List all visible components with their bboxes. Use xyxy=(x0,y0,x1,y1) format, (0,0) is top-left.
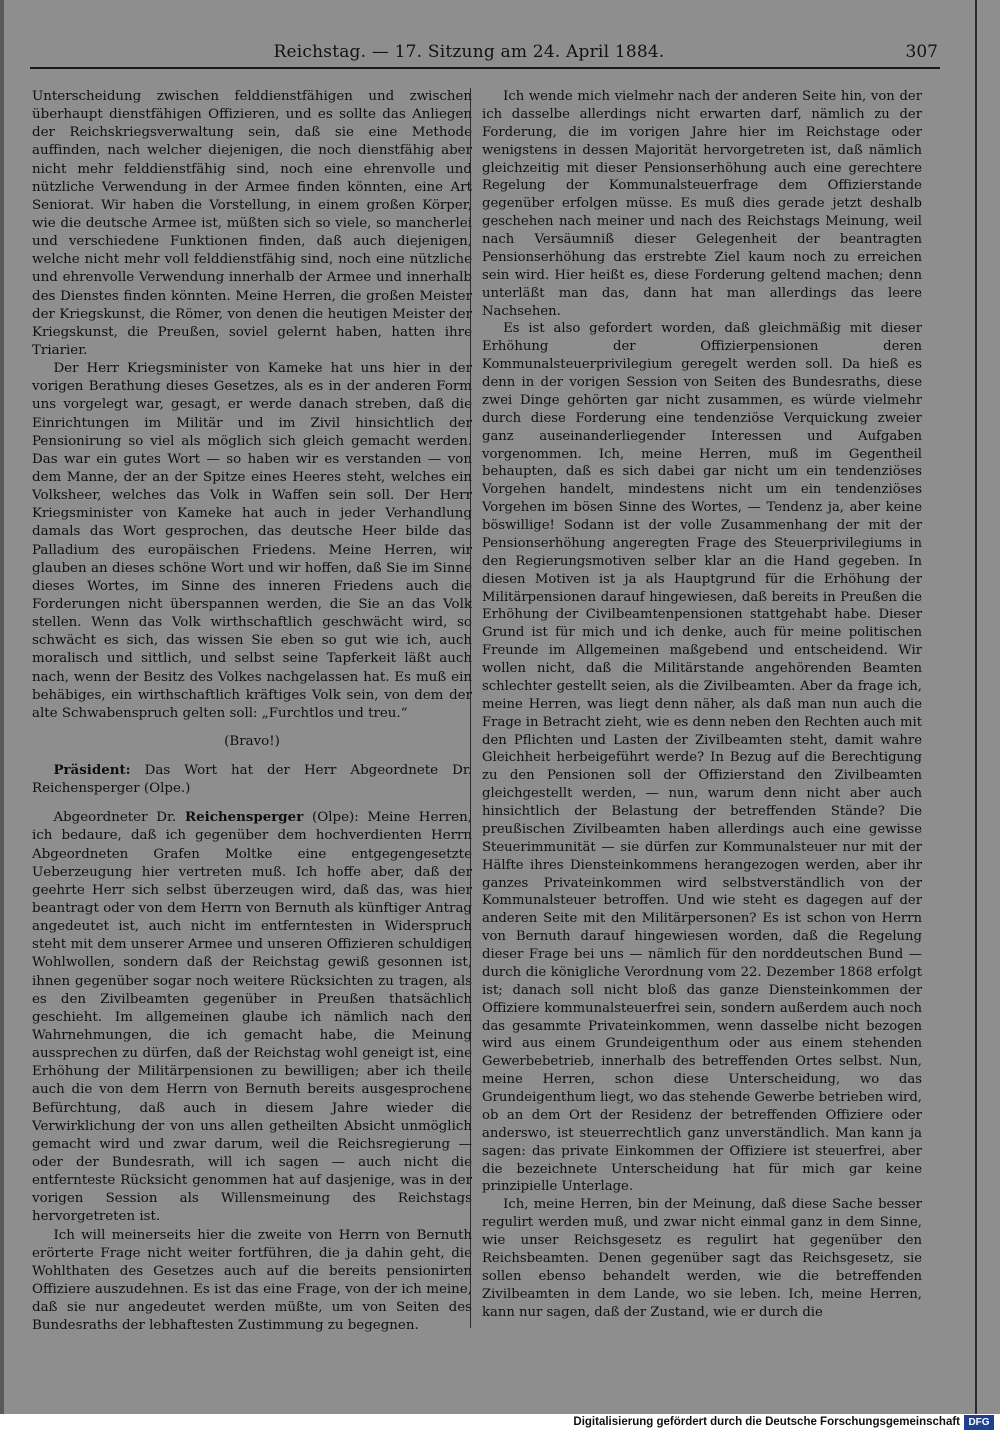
page-right-border xyxy=(975,0,977,1414)
page-left-edge xyxy=(0,0,4,1414)
header-rule xyxy=(30,67,940,69)
left-paragraph-4: Ich will meinerseits hier die zweite von Herrn von Bernuth erörterte Frage nicht weiter fortführen, die ja dahin geht, die Wohlthaten des Gesetzes auch auf die bereits pensionirten Offiziere auszudehnen. Es ist das eine Frage, von der ich meine, daß sie nur angedeutet werden müßte, um von Seiten des Bundesraths der lebhaftesten Zustimmung zu begegnen. xyxy=(32,1227,472,1334)
right-paragraph-1: Ich wende mich vielmehr nach der anderen Seite hin, von der ich dasselbe allerdings nicht erwarten darf, nämlich zu der Forderung, die im vorigen Jahre hier im Reichstage oder wenigstens in dessen Majorität hervorgetreten ist, daß nämlich gleichzeitig mit dieser Pensionserhöhung auch eine gerechtere Regelung der Kommunalsteuerfrage dem Offizierstande gegenüber erfolgen müsse. Es muß dies gerade jetzt deshalb geschehen nach meiner und nach des Reichstags Meinung, weil nach Versäumniß dieser Gelegenheit der beantragten Pensionserhöhung das erstrebte Ziel kaum noch zu erreichen sein wird. Hier heißt es, diese Forderung geltend machen; denn unterläßt man das, dann hat man allerdings das leere Nachsehen. xyxy=(482,89,922,319)
left-column xyxy=(32,88,472,1335)
dfg-logo: DFG xyxy=(964,1415,994,1430)
speaker-prefix: Abgeordneter Dr. xyxy=(53,810,177,826)
applause-note: (Bravo!) xyxy=(224,733,280,749)
left-paragraph-1: Unterscheidung zwischen felddienstfähigen und zwischen überhaupt dienstfähigen Offizieren, und es sollte das Anliegen der Reichskriegsverwaltung sein, daß sie eine Methode auffinden, nach welcher diejenigen, die noch dienstfähig aber nicht mehr felddienstfähig sind, noch eine ehrenvolle und nützliche Verwendung in der Armee finden könnten, eine Art Seniorat. Wir haben die Vorstellung, in einem großen Körper, wie die deutsche Armee ist, müßten sich so viele, so mancherlei und verschiedene Funktionen finden, daß auch diejenigen, welche nicht mehr voll felddienstfähig sind, noch eine nützliche und ehrenvolle Verwendung innerhalb der Armee und innerhalb des Dienstes finden könnten. Meine Herren, die großen Meister der Kriegskunst, die Römer, von denen die heutigen Meister der Kriegskunst, die Preußen, soviel gelernt haben, hatten ihre Triarier. xyxy=(32,89,472,358)
funding-credit: Digitalisierung gefördert durch die Deutsche Forschungsgemeinschaft xyxy=(573,1416,960,1428)
page-header xyxy=(30,38,938,78)
president-label: Präsident: xyxy=(53,762,131,779)
right-paragraph-3: Ich, meine Herren, bin der Meinung, daß diese Sache besser regulirt werden muß, und zwar nicht einmal ganz in dem Sinne, wie unser Reichsgesetz es regulirt hat gegenüber den Reichsbeamten. Denen gegenüber sagt das Reichsgesetz, sie sollen ebenso behandelt werden, wie die betreffenden Zivilbeamten in dem Lande, wo sie leben. Ich, meine Herren, kann nur sagen, daß der Zustand, wie er durch die xyxy=(482,1197,922,1320)
speaker-text: (Olpe): Meine Herren, ich bedaure, daß ich gegenüber dem hochverdienten Herrn Abgeordneten Grafen Moltke eine entgegengesetzte Ueberzeugung hier vertreten muß. Ich hoffe aber, daß der geehrte Herr sich selbst überzeugen wird, daß das, was hier beantragt oder von dem Herrn von Bernuth als künftiger Antrag angedeutet ist, auch nicht im entferntesten in Widerspruch steht mit dem unserer Armee und unseren Offizieren schuldigen Wohlwollen, sondern daß der Reichstag gewiß gesonnen ist, ihnen gegenüber sogar noch weitere Rücksichten zu tragen, als es den Zivilbeamten gegenüber in Preußen thatsächlich geschieht. Im allgemeinen glaube ich nämlich nach den Wahrnehmungen, die ich gemacht habe, die Meinung aussprechen zu dürfen, daß der Reichstag wohl geneigt ist, eine Erhöhung der Militärpensionen zu bewilligen; aber ich theile auch die von dem Herrn von Bernuth bereits ausgesprochene Befürchtung, daß auch in diesem Jahre wieder die Verwirklichung der von uns allen getheilten Absicht unmöglich gemacht wird und zwar darum, weil die Reichsregierung — oder der Bundesrath, will ich sagen — auch nicht die entfernteste Rücksicht genommen hat auf dasjenige, was in der vorigen Session als Willensmeinung des Reichstags hervorgetreten ist. xyxy=(32,810,472,1225)
speaker-paragraph xyxy=(32,808,472,1226)
president-statement xyxy=(32,761,472,798)
speaker-name: Reichensperger xyxy=(184,809,304,826)
running-title: Reichstag. — 17. Sitzung am 24. April 1884. xyxy=(273,42,665,62)
right-paragraph-2: Es ist also gefordert worden, daß gleichmäßig mit dieser Erhöhung der Offizierpensionen deren Kommunalsteuerprivilegium geregelt werden soll. Da hieß es denn in der vorigen Session von Seiten des Bundesraths, diese zwei Dinge gehörten gar nicht zusammen, es würde vielmehr durch diese Forderung eine tendenziöse Verquickung zweier ganz auseinanderliegender Interessen und Aufgaben vorgenommen. Ich, meine Herren, muß im Gegentheil behaupten, daß es sich dabei gar nicht um ein tendenziöses Vorgehen handelt, mindestens nicht um ein tendenziöses Vorgehen im bösen Sinne des Wortes, — Tendenz ja, aber keine böswillige! Sodann ist der volle Zusammenhang der mit der Pensionserhöhung angeregten Frage des Steuerprivilegiums in den Regierungsmotiven selber klar an die Hand gegeben. In diesen Motiven ist ja als Hauptgrund für die Erhöhung der Militärpensionen darauf hingewiesen, daß bereits in Preußen die Erhöhung der Civilbeamtenpensionen stattgehabt habe. Dieser Grund ist für mich und ich denke, auch für meine politischen Freunde im Allgemeinen maßgebend und entscheidend. Wir wollen nicht, daß die Militärstande angehörenden Beamten schlechter gestellt seien, als die Zivilbeamten. Aber da frage ich, meine Herren, was liegt denn näher, als daß man nun auch die Frage in Betracht zieht, wie es denn neben den Rechten auch mit den Pflichten und Lasten der Zivilbeamten steht, damit wahre Gleichheit herbeigeführt werde? In Bezug auf die Berechtigung zu den Pensionen soll der Offizierstand den Zivilbeamten gleichgestellt werden, — nun, warum denn nicht aber auch hinsichtlich der Belastung der betreffenden Stände? Die preußischen Zivilbeamten haben allerdings auch eine gewisse Steuerimmunität — sie dürfen zur Kommunalsteuer nur mit der Hälfte ihres Diensteinkommens herangezogen werden, aber ihr ganzes Privateinkommen wird selbstverständlich von der Kommunalsteuer betroffen. Und wie steht es dagegen auf der anderen Seite mit den Militärpersonen? Es ist schon von Herrn von Bernuth darauf hingewiesen worden, daß die Regelung dieser Frage bei uns — nämlich für den norddeutschen Bund — durch die königliche Verordnung vom 22. Dezember 1868 erfolgt ist; danach soll nicht bloß das ganze Diensteinkommen der Offiziere kommunalsteuerfrei sein, sondern außerdem auch noch das gesammte Privateinkommen, wenn dasselbe nicht bezogen wird aus einem Grundeigenthum oder aus einem stehenden Gewerbebetrieb, innerhalb des betreffenden Ortes selbst. Nun, meine Herren, schon diese Unterscheidung, wo das Grundeigenthum liegt, wo das stehende Gewerbe betrieben wird, ob an dem Ort der Residenz der betreffenden Offiziere oder anderswo, ist steuerrechtlich ganz unverständlich. Man kann ja sagen: das private Einkommen der Offiziere ist steuerfrei, aber die bezeichnete Unterscheidung hat für mich gar keine prinzipielle Unterlage. xyxy=(482,321,922,1195)
president-text: Das Wort hat der Herr Abgeordnete Dr. Reichensperger (Olpe.) xyxy=(32,763,473,797)
left-paragraph-2: Der Herr Kriegsminister von Kameke hat uns hier in der vorigen Berathung dieses Gesetzes, als es in der anderen Form uns vorgelegt war, gesagt, er werde danach streben, daß die Einrichtungen im Militär und im Zivil hinsichtlich der Pensionirung so viel als möglich sich gleich gemacht werden. Das war ein gutes Wort — so haben wir es verstanden — von dem Manne, der an der Spitze eines Heeres steht, welches ein Volksheer, welches das Volk in Waffen sein soll. Der Herr Kriegsminister von Kameke hat auch in jeder Verhandlung damals das Wort gesprochen, das deutsche Heer bilde das Palladium des europäischen Friedens. Meine Herren, wir glauben an dieses schöne Wort und wir hoffen, daß Sie im Sinne dieses Wortes, im Sinne des inneren Friedens auch die Forderungen nicht überspannen werden, die Sie an das Volk stellen. Wenn das Volk wirthschaftlich geschwächt wird, so schwächt es sich, das wissen Sie eben so gut wie ich, auch moralisch und sittlich, und selbst seine Tapferkeit läßt auch nach, wenn der Besitz des Volkes nachgelassen hat. Es muß ein behäbiges, ein wirthschaftlich kräftiges Volk sein, von dem der alte Schwabenspruch gelten soll: „Furchtlos und treu.“ xyxy=(32,361,472,721)
column-divider xyxy=(470,88,471,1328)
page-number: 307 xyxy=(905,42,938,62)
footer-bar xyxy=(0,1414,1000,1432)
right-column xyxy=(482,88,922,1321)
